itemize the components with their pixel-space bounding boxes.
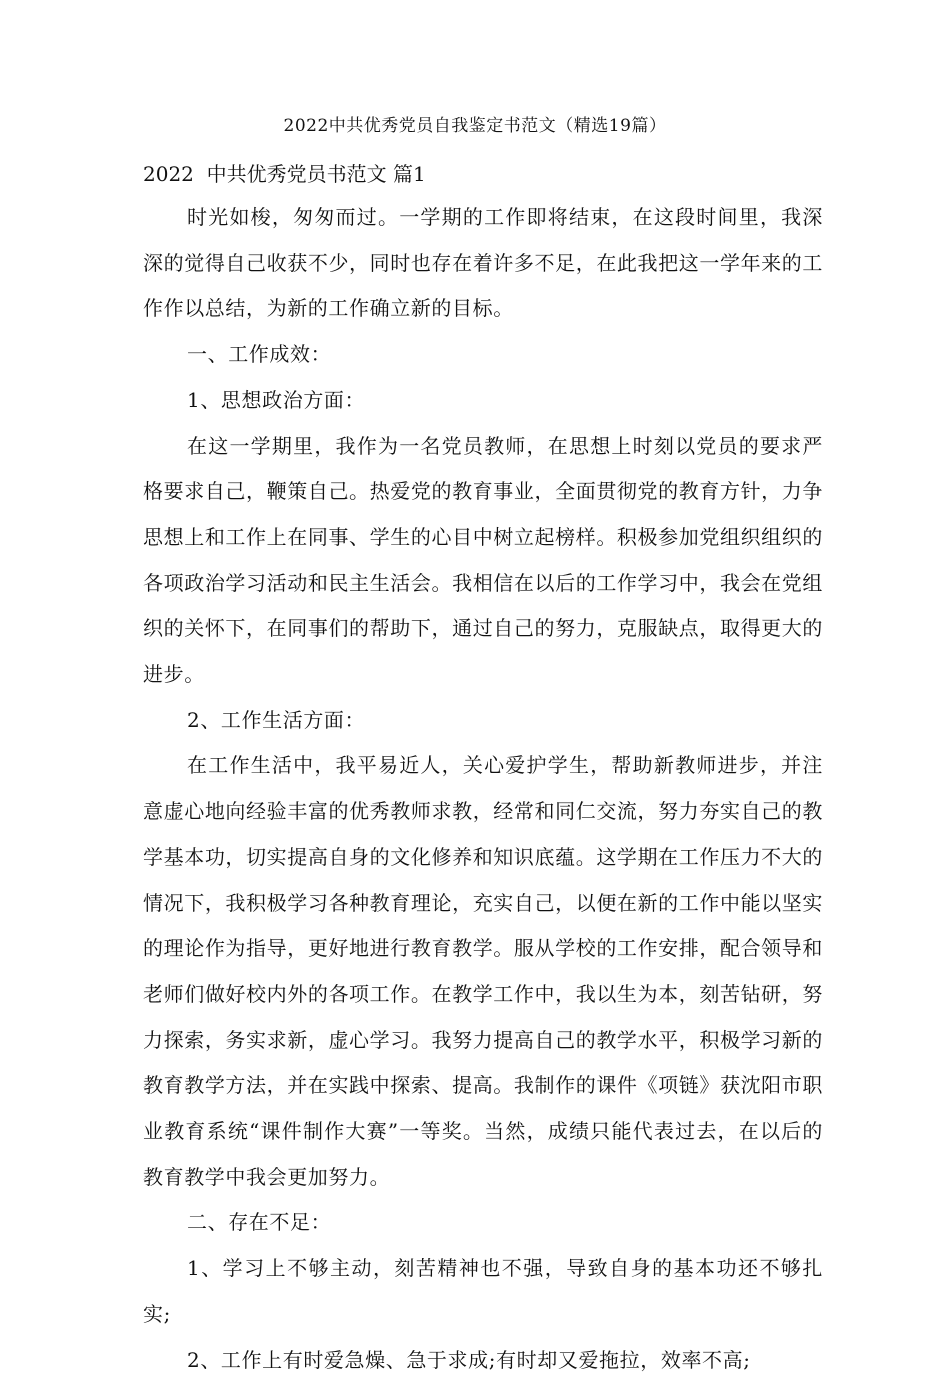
heading-achievements: 一、工作成效：: [187, 342, 332, 367]
section-heading: 2022 中共优秀党员书范文 篇1: [143, 162, 426, 186]
heading-shortcomings: 二、存在不足：: [187, 1210, 332, 1235]
document-body: [143, 195, 823, 1383]
list-item-shortcoming-2: 2、工作上有时爱急燥、急于求成;有时却又爱拖拉，效率不高;: [187, 1347, 751, 1372]
document-title: 2022中共优秀党员自我鉴定书范文（精选19篇）: [283, 116, 667, 136]
list-item-shortcoming-1: 1、学习上不够主动，刻苦精神也不强，导致自身的基本功还不够扎实;: [143, 1256, 823, 1326]
paragraph-work-life: 在工作生活中，我平易近人，关心爱护学生，帮助新教师进步，并注意虚心地向经验丰富的优秀教师求教，经常和同仁交流，努力夯实自己的教学基本功，切实提高自身的文化修养和知识底蕴。这学期在工作压力不大的情况下，我积极学习各种教育理论，充实自己，以便在新的工作中能以坚实的理论作为指导，更好地进行教育教学。服从学校的工作安排，配合领导和老师们做好校内外的各项工作。在教学工作中，我以生为本，刻苦钻研，努力探索，务实求新，虚心学习。我努力提高自己的教学水平，积极学习新的教育教学方法，并在实践中探索、提高。我制作的课件《项链》获沈阳市职业教育系统“课件制作大赛”一等奖。当然，成绩只能代表过去，在以后的教育教学中我会更加努力。: [143, 753, 823, 1189]
paragraph-intro: 时光如梭，匆匆而过。一学期的工作即将结束，在这段时间里，我深深的觉得自己收获不少，同时也存在着许多不足，在此我把这一学年来的工作作以总结，为新的工作确立新的目标。: [143, 205, 823, 321]
subheading-work-life: 2、工作生活方面：: [187, 707, 366, 732]
subheading-political: 1、思想政治方面：: [187, 387, 366, 412]
paragraph-political: 在这一学期里，我作为一名党员教师，在思想上时刻以党员的要求严格要求自己，鞭策自己。热爱党的教育事业，全面贯彻党的教育方针，力争思想上和工作上在同事、学生的心目中树立起榜样。积极参加党组织组织的各项政治学习活动和民主生活会。我相信在以后的工作学习中，我会在党组织的关怀下，在同事们的帮助下，通过自己的努力，克服缺点，取得更大的进步。: [143, 433, 823, 687]
